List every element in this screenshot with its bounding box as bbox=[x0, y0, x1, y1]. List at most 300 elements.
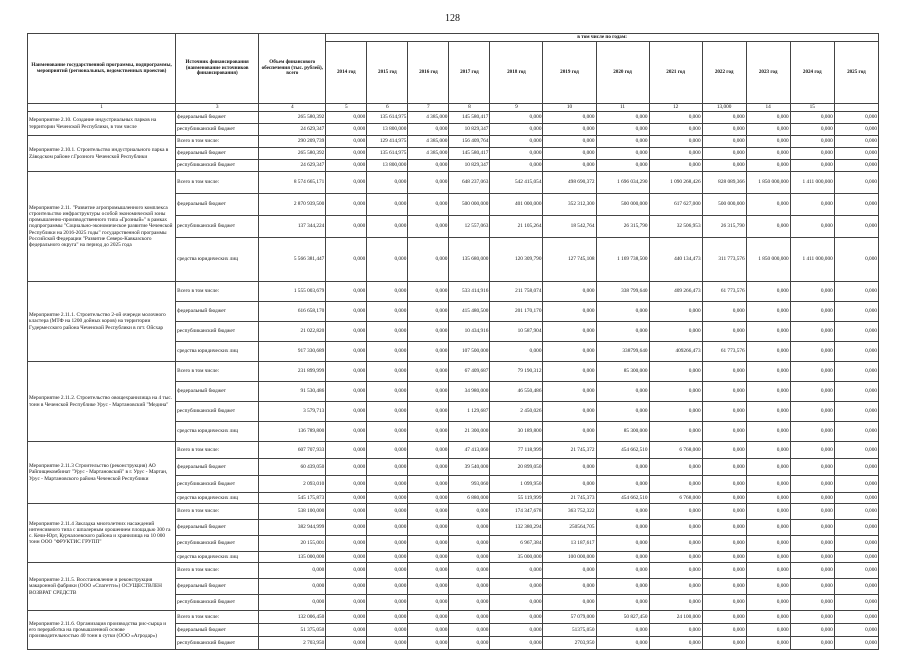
year-value: 440 134,473 bbox=[649, 238, 702, 282]
year-value: 0,000 bbox=[834, 637, 878, 650]
year-value: 0,000 bbox=[543, 563, 596, 579]
measure-name: Мероприятие 2.11.4 Закладка многолетних насаждений интенсивного типа с шпалерным орошением площадью 300 га с. Кечи-Юрт, Курчалоевского района и хранилища на 10 000 тонн ООО "ФРУКТИС ГРУПП" bbox=[28, 504, 176, 563]
year-value: 0,000 bbox=[326, 493, 367, 504]
year-value: 0,000 bbox=[367, 322, 408, 342]
year-value: 79 190,312 bbox=[490, 362, 543, 382]
year-value: 0,000 bbox=[367, 194, 408, 216]
year-value: 0,000 bbox=[408, 536, 449, 552]
year-value: 61 773,576 bbox=[702, 342, 746, 362]
year-value: 0,000 bbox=[449, 520, 490, 536]
year-value: 0,000 bbox=[649, 362, 702, 382]
column-index: 13,000 bbox=[702, 104, 746, 112]
year-value: 338799,640 bbox=[596, 342, 649, 362]
year-value: 211 758,074 bbox=[490, 282, 543, 302]
year-value: 1 411 000,000 bbox=[790, 238, 834, 282]
year-value: 0,000 bbox=[543, 595, 596, 611]
year-value: 0,000 bbox=[790, 112, 834, 124]
year-value: 0,000 bbox=[834, 136, 878, 148]
year-value: 0,000 bbox=[834, 382, 878, 402]
measure-name: Мероприятие 2.11.6. Организация производства рис-сырца и его переработка на промышленной основе производительностью 40 тонн в сутки (ООО «Агродар») bbox=[28, 611, 176, 650]
year-value: 0,000 bbox=[367, 595, 408, 611]
header-source: Источник финансирования (наименование источников финансирования) bbox=[176, 34, 259, 104]
year-value: 0,000 bbox=[367, 493, 408, 504]
year-value: 21 105,264 bbox=[490, 216, 543, 238]
year-value: 0,000 bbox=[543, 148, 596, 160]
year-value: 4 385,000 bbox=[408, 112, 449, 124]
year-value: 0,000 bbox=[408, 124, 449, 136]
year-value: 0,000 bbox=[490, 124, 543, 136]
year-value: 0,000 bbox=[490, 160, 543, 172]
year-value: 0,000 bbox=[790, 194, 834, 216]
year-value: 0,000 bbox=[596, 476, 649, 493]
year-value: 363 752,322 bbox=[543, 504, 596, 520]
year-value: 0,000 bbox=[702, 476, 746, 493]
year-value: 0,000 bbox=[746, 563, 790, 579]
year-value: 135 680,000 bbox=[449, 238, 490, 282]
year-value: 0,000 bbox=[834, 595, 878, 611]
measure-name: Мероприятие 2.11.3 Строительство (реконструкция) АО Райпищекомбинат "Урус - Мартановский" в г. Урус - Мартан, Урус - Мартановского района Чеченской Республики bbox=[28, 442, 176, 504]
year-value: 0,000 bbox=[543, 302, 596, 322]
funding-source: Всего в том числе: bbox=[176, 611, 259, 624]
year-value: 0,000 bbox=[408, 172, 449, 194]
year-value: 12 557,063 bbox=[449, 216, 490, 238]
year-value: 0,000 bbox=[746, 382, 790, 402]
year-value: 0,000 bbox=[649, 637, 702, 650]
table-row bbox=[28, 563, 879, 579]
funding-source: республиканский бюджет bbox=[176, 216, 259, 238]
year-value: 250564,705 bbox=[543, 520, 596, 536]
year-value: 0,000 bbox=[746, 402, 790, 422]
year-value: 0,000 bbox=[790, 148, 834, 160]
year-value: 0,000 bbox=[790, 552, 834, 563]
year-value: 0,000 bbox=[702, 552, 746, 563]
year-value: 0,000 bbox=[746, 536, 790, 552]
year-value: 0,000 bbox=[790, 563, 834, 579]
total-value: 136 789,800 bbox=[259, 422, 326, 442]
year-value: 0,000 bbox=[649, 624, 702, 637]
year-value: 0,000 bbox=[702, 595, 746, 611]
year-value: 10 434,916 bbox=[449, 322, 490, 342]
total-value: 132 006,450 bbox=[259, 611, 326, 624]
year-value: 0,000 bbox=[326, 342, 367, 362]
year-value: 0,000 bbox=[408, 382, 449, 402]
year-value: 0,000 bbox=[702, 579, 746, 595]
year-value: 648 237,063 bbox=[449, 172, 490, 194]
column-index: 12 bbox=[649, 104, 702, 112]
year-value: 10 829,347 bbox=[449, 124, 490, 136]
year-value: 2703,950 bbox=[543, 637, 596, 650]
year-value: 0,000 bbox=[449, 624, 490, 637]
funding-source: республиканский бюджет bbox=[176, 160, 259, 172]
year-value: 0,000 bbox=[702, 624, 746, 637]
year-value: 0,000 bbox=[702, 362, 746, 382]
header-year: 2019 год bbox=[543, 42, 596, 104]
year-value: 0,000 bbox=[790, 160, 834, 172]
year-value: 0,000 bbox=[596, 504, 649, 520]
funding-source: средства юридических лиц bbox=[176, 422, 259, 442]
year-value: 0,000 bbox=[702, 442, 746, 459]
year-value: 0,000 bbox=[702, 322, 746, 342]
total-value: 51 375,050 bbox=[259, 624, 326, 637]
year-value: 0,000 bbox=[649, 579, 702, 595]
year-value: 0,000 bbox=[408, 520, 449, 536]
total-value: 21 022,820 bbox=[259, 322, 326, 342]
year-value: 0,000 bbox=[596, 322, 649, 342]
year-value: 0,000 bbox=[702, 136, 746, 148]
header-year: 2020 год bbox=[596, 42, 649, 104]
year-value: 0,000 bbox=[490, 579, 543, 595]
funding-source: средства юридических лиц bbox=[176, 552, 259, 563]
column-index: 5 bbox=[326, 104, 367, 112]
year-value: 127 745,108 bbox=[543, 238, 596, 282]
column-index: 1 bbox=[28, 104, 176, 112]
year-value: 0,000 bbox=[649, 422, 702, 442]
year-value: 0,000 bbox=[702, 563, 746, 579]
year-value: 0,000 bbox=[790, 493, 834, 504]
year-value: 0,000 bbox=[326, 459, 367, 476]
year-value: 4 385,000 bbox=[408, 136, 449, 148]
year-value: 0,000 bbox=[702, 536, 746, 552]
year-value: 0,000 bbox=[834, 216, 878, 238]
year-value: 0,000 bbox=[326, 382, 367, 402]
year-value: 20 899,050 bbox=[490, 459, 543, 476]
year-value: 0,000 bbox=[790, 536, 834, 552]
year-value: 46 550,486 bbox=[490, 382, 543, 402]
year-value: 0,000 bbox=[790, 362, 834, 382]
year-value: 0,000 bbox=[326, 422, 367, 442]
total-value: 265 580,392 bbox=[259, 112, 326, 124]
year-value: 0,000 bbox=[543, 579, 596, 595]
year-value: 533 414,916 bbox=[449, 282, 490, 302]
year-value: 13 800,000 bbox=[367, 124, 408, 136]
total-value: 3 579,713 bbox=[259, 402, 326, 422]
year-value: 0,000 bbox=[834, 579, 878, 595]
year-value: 0,000 bbox=[596, 459, 649, 476]
column-index: 15 bbox=[790, 104, 834, 112]
year-value: 1 411 000,000 bbox=[790, 172, 834, 194]
year-value: 0,000 bbox=[326, 302, 367, 322]
header-total: Объем финансового обеспечения (тыс. рублей), всего bbox=[259, 34, 326, 104]
year-value: 0,000 bbox=[367, 611, 408, 624]
funding-source: Всего в том числе: bbox=[176, 504, 259, 520]
year-value: 0,000 bbox=[649, 504, 702, 520]
total-value: 8 574 665,171 bbox=[259, 172, 326, 194]
column-index: 4 bbox=[259, 104, 326, 112]
year-value: 0,000 bbox=[702, 124, 746, 136]
year-value: 0,000 bbox=[408, 579, 449, 595]
column-index: 10 bbox=[543, 104, 596, 112]
header-year: 2014 год bbox=[326, 42, 367, 104]
year-value: 0,000 bbox=[326, 563, 367, 579]
year-value: 415 480,500 bbox=[449, 302, 490, 322]
year-value: 0,000 bbox=[367, 504, 408, 520]
total-value: 5 566 381,447 bbox=[259, 238, 326, 282]
year-value: 0,000 bbox=[490, 342, 543, 362]
year-value: 0,000 bbox=[834, 302, 878, 322]
year-value: 0,000 bbox=[367, 637, 408, 650]
year-value: 0,000 bbox=[367, 402, 408, 422]
year-value: 0,000 bbox=[834, 552, 878, 563]
total-value: 231 899,999 bbox=[259, 362, 326, 382]
year-value: 0,000 bbox=[596, 136, 649, 148]
header-year: 2024 год bbox=[790, 42, 834, 104]
year-value: 0,000 bbox=[543, 136, 596, 148]
year-value: 0,000 bbox=[834, 624, 878, 637]
year-value: 0,000 bbox=[746, 459, 790, 476]
year-value: 145 580,417 bbox=[449, 112, 490, 124]
year-value: 0,000 bbox=[326, 194, 367, 216]
year-value: 0,000 bbox=[408, 322, 449, 342]
year-value: 0,000 bbox=[649, 112, 702, 124]
year-value: 0,000 bbox=[746, 442, 790, 459]
year-value: 0,000 bbox=[834, 362, 878, 382]
year-value: 32 506,953 bbox=[649, 216, 702, 238]
total-value: 91 530,486 bbox=[259, 382, 326, 402]
year-value: 0,000 bbox=[746, 520, 790, 536]
year-value: 1 696 034,290 bbox=[596, 172, 649, 194]
year-value: 0,000 bbox=[490, 112, 543, 124]
year-value: 0,000 bbox=[834, 112, 878, 124]
year-value: 0,000 bbox=[746, 637, 790, 650]
year-value: 0,000 bbox=[746, 552, 790, 563]
year-value: 39 540,000 bbox=[449, 459, 490, 476]
year-value: 0,000 bbox=[746, 579, 790, 595]
year-value: 47 413,060 bbox=[449, 442, 490, 459]
year-value: 0,000 bbox=[702, 504, 746, 520]
year-value: 0,000 bbox=[790, 382, 834, 402]
table-row bbox=[28, 112, 879, 124]
total-value: 24 629,347 bbox=[259, 124, 326, 136]
year-value: 0,000 bbox=[326, 160, 367, 172]
year-value: 174 347,678 bbox=[490, 504, 543, 520]
year-value: 0,000 bbox=[596, 148, 649, 160]
year-value: 0,000 bbox=[367, 536, 408, 552]
year-value: 0,000 bbox=[790, 579, 834, 595]
year-value: 0,000 bbox=[746, 422, 790, 442]
year-value: 18 542,764 bbox=[543, 216, 596, 238]
year-value: 993,060 bbox=[449, 476, 490, 493]
funding-source: федеральный бюджет bbox=[176, 624, 259, 637]
year-value: 0,000 bbox=[326, 476, 367, 493]
year-value: 0,000 bbox=[790, 124, 834, 136]
year-value: 0,000 bbox=[746, 611, 790, 624]
year-value: 0,000 bbox=[490, 563, 543, 579]
year-value: 0,000 bbox=[834, 442, 878, 459]
header-years-group: в том числе по годам: bbox=[326, 34, 879, 42]
year-value: 500 000,000 bbox=[449, 194, 490, 216]
year-value: 0,000 bbox=[408, 302, 449, 322]
year-value: 0,000 bbox=[408, 160, 449, 172]
year-value: 0,000 bbox=[702, 112, 746, 124]
measure-name: Мероприятие 2.11.5. Восстановление и реконструкция макаронной фабрики (ООО «Спагетти») ОСУЩЕСТВЛЕН ВОЗВРАТ СРЕДСТВ bbox=[28, 563, 176, 611]
table-row bbox=[28, 504, 879, 520]
year-value: 0,000 bbox=[543, 160, 596, 172]
year-value: 0,000 bbox=[490, 624, 543, 637]
year-value: 0,000 bbox=[326, 611, 367, 624]
year-value: 0,000 bbox=[702, 493, 746, 504]
measure-name: Мероприятие 2.11.1. Строительство 2-ой очереди молочного кластера (МТФ на 1200 дойных коров) на территории Гудермесского района Чеченской Республики в пгт. Ойсхар bbox=[28, 282, 176, 362]
year-value: 0,000 bbox=[746, 493, 790, 504]
year-value: 401 000,000 bbox=[490, 194, 543, 216]
year-value: 0,000 bbox=[326, 624, 367, 637]
year-value: 0,000 bbox=[449, 595, 490, 611]
total-value: 2 870 939,500 bbox=[259, 194, 326, 216]
year-value: 0,000 bbox=[746, 148, 790, 160]
year-value: 0,000 bbox=[449, 637, 490, 650]
funding-source: Всего в том числе: bbox=[176, 442, 259, 459]
year-value: 10 587,904 bbox=[490, 322, 543, 342]
year-value: 0,000 bbox=[649, 563, 702, 579]
year-value: 6 880,000 bbox=[449, 493, 490, 504]
year-value: 6 768,000 bbox=[649, 442, 702, 459]
year-value: 0,000 bbox=[326, 238, 367, 282]
header-year: 2017 год bbox=[449, 42, 490, 104]
year-value: 0,000 bbox=[834, 493, 878, 504]
funding-source: федеральный бюджет bbox=[176, 382, 259, 402]
year-value: 6 768,000 bbox=[649, 493, 702, 504]
year-value: 0,000 bbox=[746, 595, 790, 611]
year-value: 0,000 bbox=[834, 124, 878, 136]
year-value: 0,000 bbox=[543, 112, 596, 124]
year-value: 0,000 bbox=[408, 282, 449, 302]
year-value: 409266,473 bbox=[649, 342, 702, 362]
year-value: 0,000 bbox=[790, 282, 834, 302]
year-value: 0,000 bbox=[596, 112, 649, 124]
year-value: 156 409,764 bbox=[449, 136, 490, 148]
year-value: 0,000 bbox=[746, 362, 790, 382]
year-value: 132 380,294 bbox=[490, 520, 543, 536]
year-value: 0,000 bbox=[746, 124, 790, 136]
year-value: 0,000 bbox=[790, 624, 834, 637]
total-value: 616 658,170 bbox=[259, 302, 326, 322]
year-value: 1 850 000,000 bbox=[746, 172, 790, 194]
year-value: 0,000 bbox=[596, 302, 649, 322]
year-value: 0,000 bbox=[408, 422, 449, 442]
year-value: 0,000 bbox=[649, 302, 702, 322]
year-value: 0,000 bbox=[790, 595, 834, 611]
year-value: 100 000,000 bbox=[543, 552, 596, 563]
year-value: 0,000 bbox=[449, 611, 490, 624]
year-value: 0,000 bbox=[326, 536, 367, 552]
year-value: 0,000 bbox=[790, 459, 834, 476]
year-value: 1 099,950 bbox=[490, 476, 543, 493]
year-value: 0,000 bbox=[834, 160, 878, 172]
year-value: 0,000 bbox=[367, 342, 408, 362]
year-value: 0,000 bbox=[596, 563, 649, 579]
year-value: 120 309,790 bbox=[490, 238, 543, 282]
year-value: 0,000 bbox=[790, 442, 834, 459]
year-value: 4 385,000 bbox=[408, 148, 449, 160]
year-value: 542 415,054 bbox=[490, 172, 543, 194]
year-value: 0,000 bbox=[596, 552, 649, 563]
funding-source: республиканский бюджет bbox=[176, 637, 259, 650]
year-value: 61 773,576 bbox=[702, 282, 746, 302]
year-value: 409 266,473 bbox=[649, 282, 702, 302]
year-value: 0,000 bbox=[543, 124, 596, 136]
year-value: 0,000 bbox=[596, 579, 649, 595]
year-value: 0,000 bbox=[449, 504, 490, 520]
year-value: 498 690,372 bbox=[543, 172, 596, 194]
year-value: 0,000 bbox=[408, 342, 449, 362]
year-value: 0,000 bbox=[834, 504, 878, 520]
year-value: 0,000 bbox=[326, 362, 367, 382]
year-value: 85 300,000 bbox=[596, 362, 649, 382]
total-value: 1 555 003,679 bbox=[259, 282, 326, 302]
column-index: 7 bbox=[408, 104, 449, 112]
year-value: 0,000 bbox=[834, 422, 878, 442]
year-value: 0,000 bbox=[490, 136, 543, 148]
year-value: 0,000 bbox=[543, 322, 596, 342]
year-value: 77 118,999 bbox=[490, 442, 543, 459]
year-value: 135 614,975 bbox=[367, 112, 408, 124]
column-index: 9 bbox=[490, 104, 543, 112]
year-value: 0,000 bbox=[367, 520, 408, 536]
funding-source: федеральный бюджет bbox=[176, 112, 259, 124]
funding-source: федеральный бюджет bbox=[176, 194, 259, 216]
header-name: Наименование государственной программы, подпрограммы, мероприятий (региональных, ведомственных проектов) bbox=[28, 34, 176, 104]
header-year: 2022 год bbox=[702, 42, 746, 104]
year-value: 352 312,300 bbox=[543, 194, 596, 216]
year-value: 0,000 bbox=[834, 611, 878, 624]
year-value: 0,000 bbox=[834, 238, 878, 282]
total-value: 20 155,001 bbox=[259, 536, 326, 552]
year-value: 0,000 bbox=[790, 302, 834, 322]
year-value: 0,000 bbox=[702, 302, 746, 322]
year-value: 129 414,975 bbox=[367, 136, 408, 148]
year-value: 0,000 bbox=[649, 595, 702, 611]
year-value: 10 829,347 bbox=[449, 160, 490, 172]
column-index: 8 bbox=[449, 104, 490, 112]
year-value: 0,000 bbox=[367, 238, 408, 282]
table-row bbox=[28, 362, 879, 382]
year-value: 0,000 bbox=[408, 504, 449, 520]
year-value: 0,000 bbox=[367, 476, 408, 493]
year-value: 0,000 bbox=[326, 637, 367, 650]
table-row bbox=[28, 442, 879, 459]
year-value: 0,000 bbox=[449, 579, 490, 595]
year-value: 0,000 bbox=[834, 459, 878, 476]
year-value: 0,000 bbox=[408, 459, 449, 476]
year-value: 0,000 bbox=[367, 552, 408, 563]
year-value: 0,000 bbox=[543, 476, 596, 493]
year-value: 0,000 bbox=[702, 402, 746, 422]
year-value: 21 745,372 bbox=[543, 442, 596, 459]
funding-source: республиканский бюджет bbox=[176, 322, 259, 342]
year-value: 21 745,373 bbox=[543, 493, 596, 504]
total-value: 382 944,999 bbox=[259, 520, 326, 536]
year-value: 0,000 bbox=[490, 595, 543, 611]
year-value: 0,000 bbox=[367, 563, 408, 579]
year-value: 0,000 bbox=[408, 216, 449, 238]
year-value: 0,000 bbox=[702, 637, 746, 650]
year-value: 0,000 bbox=[790, 637, 834, 650]
year-value: 828 089,366 bbox=[702, 172, 746, 194]
year-value: 0,000 bbox=[596, 637, 649, 650]
year-value: 0,000 bbox=[408, 194, 449, 216]
column-index: 3 bbox=[176, 104, 259, 112]
year-value: 0,000 bbox=[367, 459, 408, 476]
year-value: 0,000 bbox=[326, 282, 367, 302]
year-value: 0,000 bbox=[746, 302, 790, 322]
year-value: 0,000 bbox=[543, 402, 596, 422]
year-value: 0,000 bbox=[596, 402, 649, 422]
total-value: 917 330,689 bbox=[259, 342, 326, 362]
funding-source: республиканский бюджет bbox=[176, 476, 259, 493]
table-row bbox=[28, 136, 879, 148]
header-year: 2021 год bbox=[649, 42, 702, 104]
year-value: 0,000 bbox=[449, 536, 490, 552]
year-value: 0,000 bbox=[490, 637, 543, 650]
